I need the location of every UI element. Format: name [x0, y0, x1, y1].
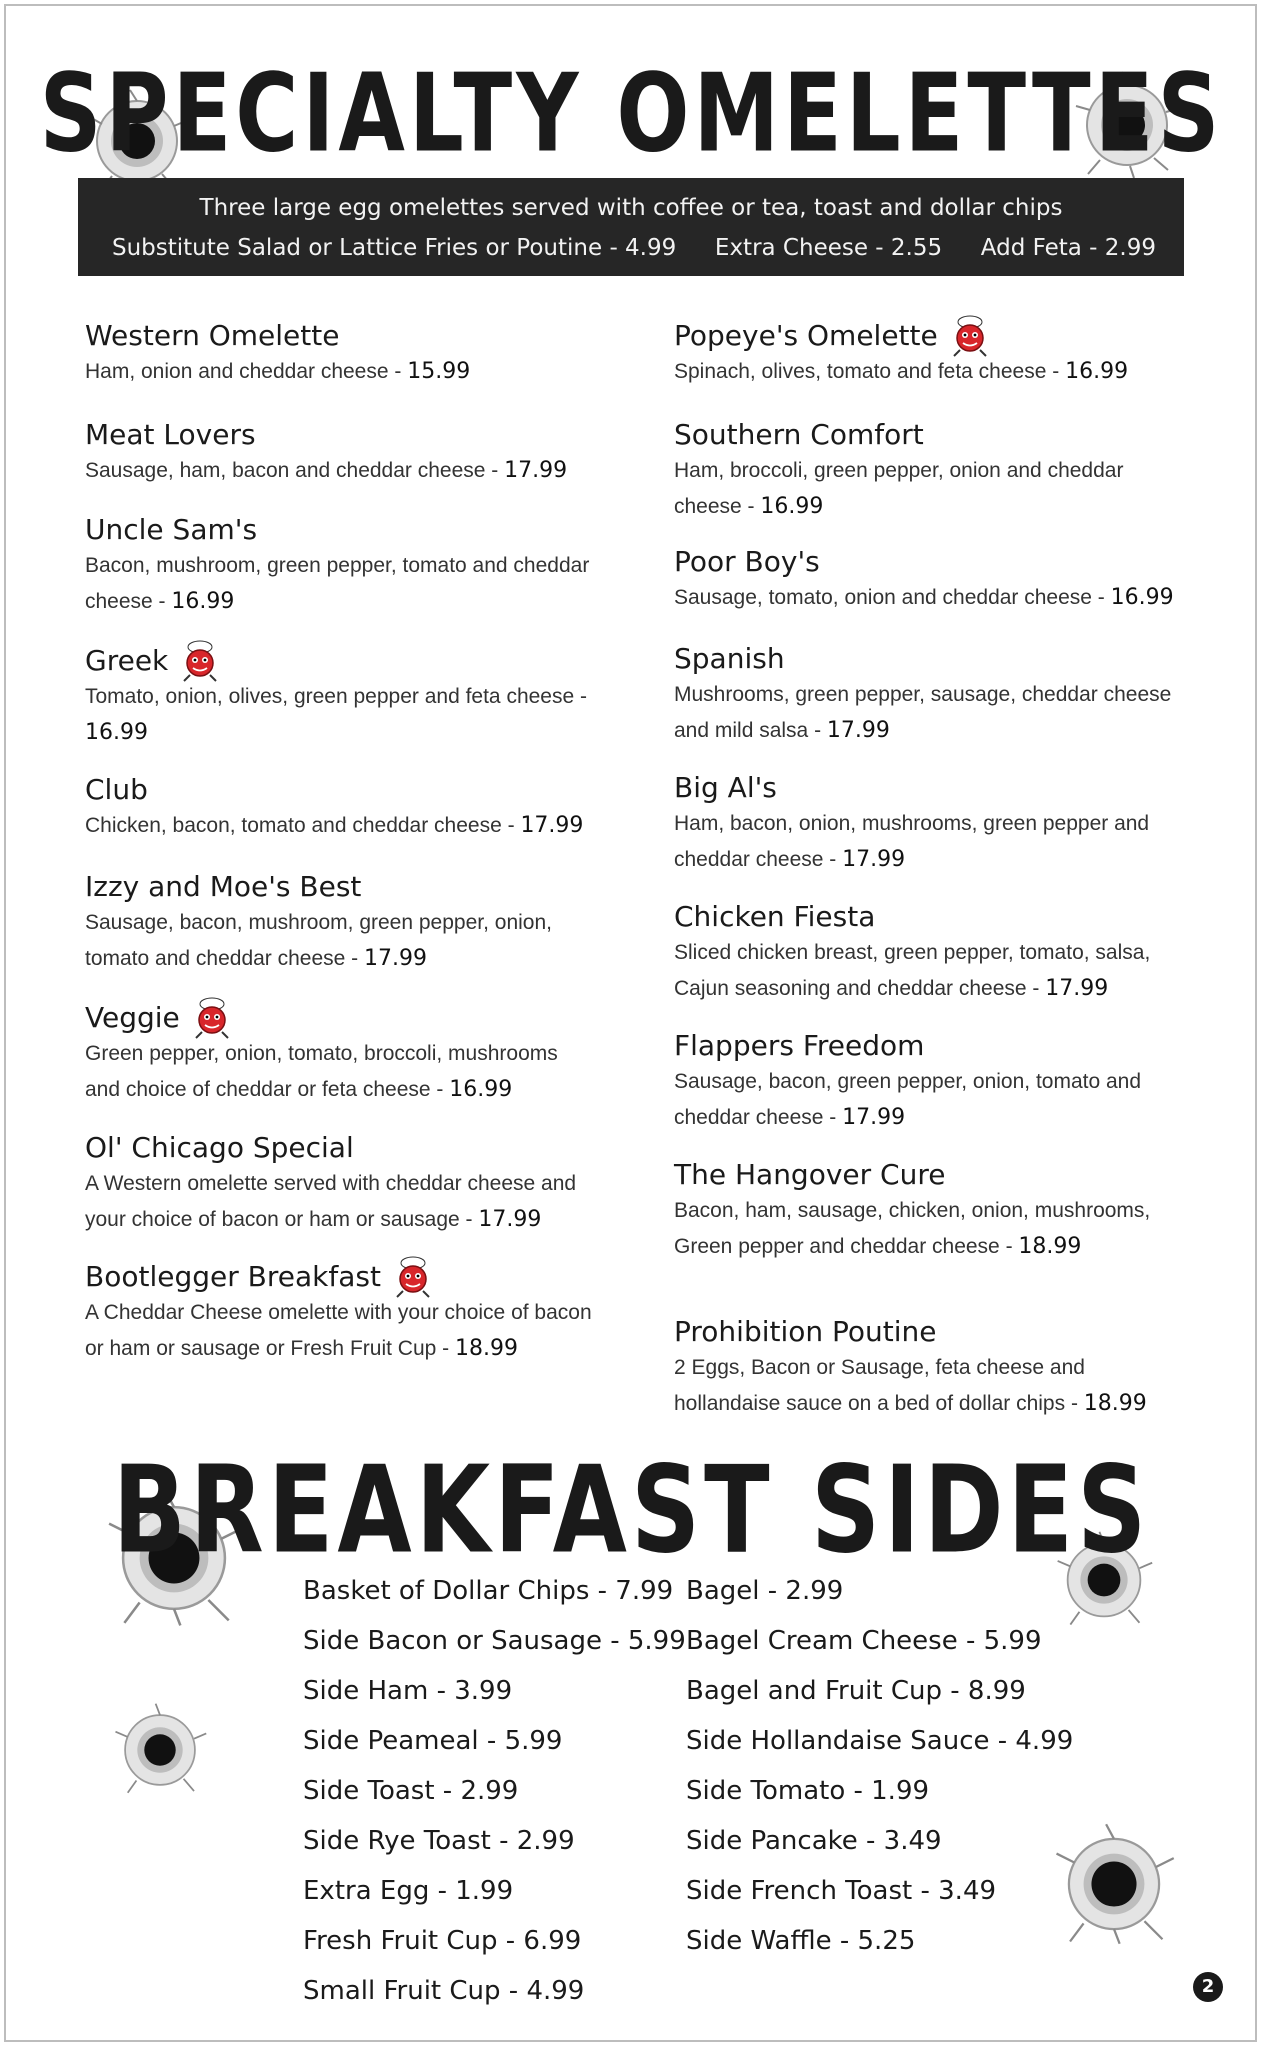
menu-item-description	[674, 1064, 1194, 1136]
side-item: Bagel Cream Cheese - 5.99	[686, 1626, 1042, 1656]
menu-item-description-text: Bacon, ham, sausage, chicken, onion, mushrooms, Green pepper and cheddar cheese -	[674, 1199, 1151, 1258]
menu-item-price: 17.99	[364, 946, 427, 971]
menu-item-description	[85, 1036, 595, 1108]
menu-item	[85, 869, 595, 977]
menu-item-price: 17.99	[826, 718, 890, 743]
menu-item-name-text: Big Al's	[674, 771, 777, 804]
side-item: Fresh Fruit Cup - 6.99	[303, 1926, 582, 1956]
menu-item-name-text: Meat Lovers	[85, 418, 256, 451]
sides-right-column	[686, 1566, 1073, 1966]
menu-item-description	[674, 1350, 1194, 1422]
menu-item-name-text: Prohibition Poutine	[674, 1315, 937, 1348]
menu-item-description	[674, 453, 1194, 525]
menu-item-name-text: Southern Comfort	[674, 418, 924, 451]
menu-item-price: 17.99	[504, 458, 568, 483]
menu-item-name-text: Veggie	[85, 1001, 180, 1034]
menu-item	[674, 1314, 1194, 1422]
side-item: Side Ham - 3.99	[303, 1676, 513, 1706]
page-number: 2	[1193, 1972, 1223, 2002]
menu-item-name	[674, 318, 1194, 354]
menu-item	[85, 1259, 595, 1367]
menu-item	[674, 544, 1194, 616]
menu-item	[674, 1157, 1194, 1265]
menu-item-name	[85, 1130, 595, 1166]
menu-item-price: 16.99	[85, 720, 148, 745]
menu-item-price: 16.99	[760, 494, 824, 519]
menu-item-description	[674, 935, 1194, 1007]
menu-item-description	[85, 905, 595, 977]
menu-item-description	[85, 453, 595, 489]
menu-item-name	[674, 1314, 1194, 1350]
tomato-mascot-icon	[391, 1255, 435, 1299]
sides-title: BREAKFAST SIDES	[112, 1440, 1151, 1580]
tomato-mascot-icon	[178, 639, 222, 683]
menu-item-description-text: Green pepper, onion, tomato, broccoli, mushrooms and choice of cheddar or feta cheese -	[85, 1042, 558, 1101]
menu-item-description-text: Mushrooms, green pepper, sausage, cheddar cheese and mild salsa -	[674, 683, 1172, 742]
menu-item-description	[674, 677, 1194, 749]
menu-item-name	[85, 318, 595, 354]
menu-item-description-text: Ham, broccoli, green pepper, onion and cheddar cheese -	[674, 459, 1124, 518]
menu-item-price: 18.99	[1083, 1391, 1147, 1416]
side-item: Bagel - 2.99	[686, 1576, 844, 1606]
menu-item-price: 16.99	[1065, 359, 1129, 384]
menu-item-price: 17.99	[478, 1207, 542, 1232]
menu-item	[85, 512, 595, 620]
menu-item-name	[85, 417, 595, 453]
menu-item	[85, 643, 595, 751]
menu-item	[674, 318, 1194, 390]
menu-item-description	[85, 679, 595, 751]
menu-item	[674, 1028, 1194, 1136]
menu-item-price: 15.99	[407, 359, 471, 384]
menu-item-description	[674, 806, 1194, 878]
banner-description: Three large egg omelettes served with coffee or tea, toast and dollar chips	[199, 195, 1063, 221]
menu-item-price: 17.99	[1045, 976, 1109, 1001]
menu-item-description-text: Tomato, onion, olives, green pepper and feta cheese -	[85, 685, 587, 708]
menu-item-name	[85, 869, 595, 905]
menu-item-name	[674, 641, 1194, 677]
menu-item-name-text: Izzy and Moe's Best	[85, 870, 362, 903]
menu-item	[85, 318, 595, 390]
side-item: Side Peameal - 5.99	[303, 1726, 563, 1756]
menu-item-description	[674, 354, 1194, 390]
banner-add-feta: Add Feta - 2.99	[980, 235, 1156, 261]
menu-item-name-text: Flappers Freedom	[674, 1029, 925, 1062]
menu-item-description	[85, 808, 595, 844]
menu-item-description	[85, 1166, 595, 1238]
menu-item-price: 17.99	[520, 813, 584, 838]
menu-item-description-text: Sliced chicken breast, green pepper, tomato, salsa, Cajun seasoning and cheddar cheese -	[674, 941, 1151, 1000]
menu-item-name-text: Chicken Fiesta	[674, 900, 876, 933]
side-item: Side Pancake - 3.49	[686, 1826, 942, 1856]
side-item: Side Toast - 2.99	[303, 1776, 519, 1806]
menu-item-description	[674, 580, 1194, 616]
menu-item-name-text: Club	[85, 773, 148, 806]
side-item: Side Bacon or Sausage - 5.99	[303, 1626, 686, 1656]
menu-item-name-text: Ol' Chicago Special	[85, 1131, 354, 1164]
menu-item	[674, 417, 1194, 525]
menu-item	[674, 899, 1194, 1007]
menu-item-description-text: A Cheddar Cheese omelette with your choice of bacon or ham or sausage or Fresh Fruit Cup -	[85, 1301, 592, 1360]
banner-substitute: Substitute Salad or Lattice Fries or Poutine - 4.99	[112, 235, 677, 261]
menu-item-name-text: Bootlegger Breakfast	[85, 1260, 381, 1293]
menu-item-name	[85, 1259, 595, 1295]
menu-item-name	[674, 544, 1194, 580]
side-item: Side Waffle - 5.25	[686, 1926, 916, 1956]
tomato-mascot-icon	[948, 314, 992, 358]
tomato-mascot-icon	[190, 996, 234, 1040]
omelettes-banner	[78, 178, 1184, 276]
menu-item-description	[85, 1295, 595, 1367]
menu-item	[85, 1130, 595, 1238]
menu-item-name	[674, 899, 1194, 935]
menu-item	[85, 1000, 595, 1108]
menu-item-name-text: Spanish	[674, 642, 785, 675]
menu-item-description-text: Ham, onion and cheddar cheese -	[85, 360, 408, 383]
menu-item-name	[85, 1000, 595, 1036]
menu-item-name-text: Greek	[85, 644, 169, 677]
menu-item-description-text: Sausage, ham, bacon and cheddar cheese -	[85, 459, 505, 482]
side-item: Side Tomato - 1.99	[686, 1776, 930, 1806]
side-item: Basket of Dollar Chips - 7.99	[303, 1576, 674, 1606]
side-item: Side Rye Toast - 2.99	[303, 1826, 575, 1856]
omelettes-title: SPECIALTY OMELETTES	[39, 51, 1224, 177]
side-item: Side Hollandaise Sauce - 4.99	[686, 1726, 1074, 1756]
menu-item-name-text: Uncle Sam's	[85, 513, 258, 546]
side-item: Bagel and Fruit Cup - 8.99	[686, 1676, 1026, 1706]
side-item: Extra Egg - 1.99	[303, 1876, 514, 1906]
side-item: Side French Toast - 3.49	[686, 1876, 997, 1906]
menu-item-name	[674, 1028, 1194, 1064]
menu-item-description	[85, 354, 595, 390]
banner-extra-cheese: Extra Cheese - 2.55	[714, 235, 943, 261]
bullet-hole-icon	[112, 1702, 208, 1798]
menu-item-price: 17.99	[842, 847, 906, 872]
menu-item-price: 16.99	[171, 589, 235, 614]
menu-item-name-text: Poor Boy's	[674, 545, 820, 578]
menu-item-description	[674, 1193, 1194, 1265]
menu-item-price: 16.99	[1110, 585, 1174, 610]
menu-item-description-text: Sausage, bacon, green pepper, onion, tomato and cheddar cheese -	[674, 1070, 1142, 1129]
menu-item-price: 18.99	[1018, 1234, 1082, 1259]
menu-item	[674, 770, 1194, 878]
menu-item-description-text: Sausage, bacon, mushroom, green pepper, onion, tomato and cheddar cheese -	[85, 911, 552, 970]
menu-item-name-text: The Hangover Cure	[674, 1158, 946, 1191]
menu-item-name	[85, 643, 595, 679]
side-item: Small Fruit Cup - 4.99	[303, 1976, 585, 2006]
menu-item-description-text: Ham, bacon, onion, mushrooms, green pepper and cheddar cheese -	[674, 812, 1150, 871]
menu-item-name	[674, 770, 1194, 806]
menu-item	[85, 417, 595, 489]
menu-item	[85, 772, 595, 844]
banner-options	[78, 228, 1184, 268]
menu-item	[674, 641, 1194, 749]
menu-item-name	[674, 1157, 1194, 1193]
menu-item-price: 18.99	[454, 1336, 518, 1361]
menu-item-name-text: Popeye's Omelette	[674, 319, 938, 352]
menu-item-description-text: Bacon, mushroom, green pepper, tomato and cheddar cheese -	[85, 554, 590, 613]
menu-item-price: 16.99	[449, 1077, 513, 1102]
menu-item-name	[674, 417, 1194, 453]
menu-item-name	[85, 772, 595, 808]
menu-item-name-text: Western Omelette	[85, 319, 340, 352]
menu-item-description-text: 2 Eggs, Bacon or Sausage, feta cheese and hollandaise sauce on a bed of dollar chips -	[674, 1356, 1085, 1415]
menu-item-price: 17.99	[842, 1105, 906, 1130]
menu-item-description-text: Sausage, tomato, onion and cheddar cheese -	[674, 586, 1111, 609]
menu-item-description-text: Spinach, olives, tomato and feta cheese -	[674, 360, 1066, 383]
sides-left-column	[303, 1566, 686, 2016]
menu-item-description-text: Chicken, bacon, tomato and cheddar cheese -	[85, 814, 521, 837]
menu-item-name	[85, 512, 595, 548]
menu-item-description-text: A Western omelette served with cheddar cheese and your choice of bacon or ham or sausage -	[85, 1172, 577, 1231]
menu-item-description	[85, 548, 595, 620]
